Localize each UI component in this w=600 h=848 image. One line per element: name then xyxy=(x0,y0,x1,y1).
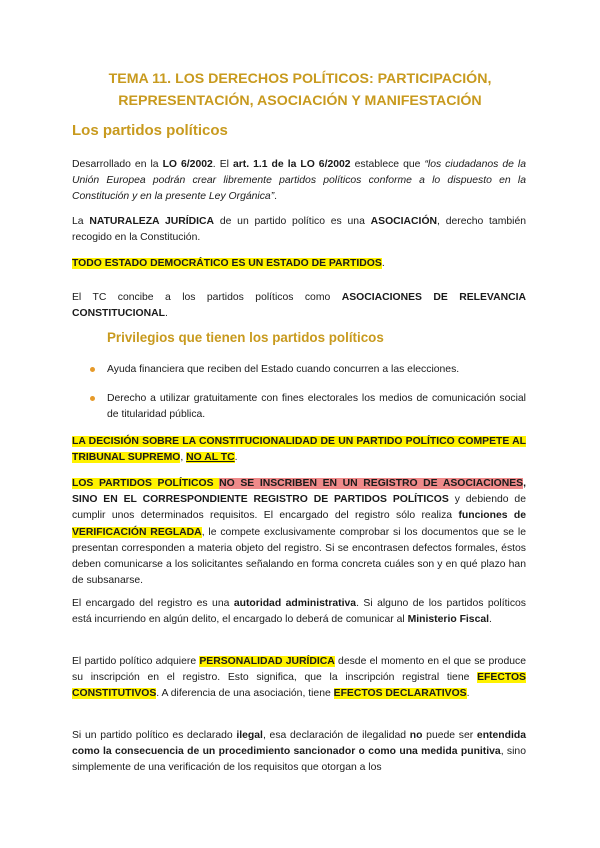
section-heading: Los partidos políticos xyxy=(72,122,228,139)
paragraph-lo-2002: Desarrollado en la LO 6/2002. El art. 1.1 de la LO 6/2002 establece que “los ciudadanos de la Unión Europea podrán crear libremente partidos políticos conforme a lo dispuesto en la Constitución y en la presente Ley Orgánica”. xyxy=(72,159,526,203)
bullet-item: Ayuda financiera que reciben del Estado cuando concurren a las elecciones. xyxy=(90,362,526,378)
paragraph-autoridad: El encargado del registro es una autoridad administrativa. Si alguno de los partidos políticos está incurriendo en algún delito, el encargado lo deberá de comunicar al Ministerio Fiscal. xyxy=(72,598,526,626)
paragraph-ilegal: Si un partido político es declarado ilegal, esa declaración de ilegalidad no puede ser entendida como la consecuencia de un procedimiento sancionador o como una medida punitiva, sino simplemente de una verificación de los requisitos que otorgan a los xyxy=(72,730,526,774)
bullet-dot-icon xyxy=(90,367,95,372)
paragraph-estado-partidos: TODO ESTADO DEMOCRÁTICO ES UN ESTADO DE PARTIDOS. xyxy=(72,258,385,269)
document-title xyxy=(60,68,540,112)
subsection-heading: Privilegios que tienen los partidos políticos xyxy=(107,330,384,345)
title-line-2: REPRESENTACIÓN, ASOCIACIÓN Y MANIFESTACIÓN xyxy=(118,93,482,109)
paragraph-naturaleza: La NATURALEZA JURÍDICA de un partido político es una ASOCIACIÓN, derecho también recogido en la Constitución. xyxy=(72,216,526,244)
bullet-item: Derecho a utilizar gratuitamente con fines electorales los medios de comunicación social de titularidad pública. xyxy=(90,391,526,423)
paragraph-tribunal-supremo: LA DECISIÓN SOBRE LA CONSTITUCIONALIDAD DE UN PARTIDO POLÍTICO COMPETE AL TRIBUNAL SUPREMO, NO AL TC. xyxy=(72,436,526,464)
paragraph-tc: El TC concibe a los partidos políticos como ASOCIACIONES DE RELEVANCIA CONSTITUCIONAL. xyxy=(72,292,526,320)
paragraph-personalidad: El partido político adquiere PERSONALIDAD JURÍDICA desde el momento en el que se produce su inscripción en el registro. Esto significa, que la inscripción registral tiene EFECTOS CONSTITUTIVOS. A diferencia de una asociación, tiene EFECTOS DECLARATIVOS. xyxy=(72,656,526,700)
paragraph-registro: LOS PARTIDOS POLÍTICOS NO SE INSCRIBEN EN UN REGISTRO DE ASOCIACIONES, SINO EN EL CORRESPONDIENTE REGISTRO DE PARTIDOS POLÍTICOS y debiendo de cumplir unos determinados requisitos. El encargado del registro sólo realiza funciones de VERIFICACIÓN REGLADA, le compete exclusivamente comprobar si los documentos que se le presentan corresponden a materia objeto del registro. Si se encontrasen defectos formales, éstos deben comunicarse a los solicitantes señalando en forma concreta cuáles son y en qué plazo han de subsanarse. xyxy=(72,478,526,587)
bullet-dot-icon xyxy=(90,396,95,401)
title-line-1: TEMA 11. LOS DERECHOS POLÍTICOS: PARTICIPACIÓN, xyxy=(108,71,492,87)
